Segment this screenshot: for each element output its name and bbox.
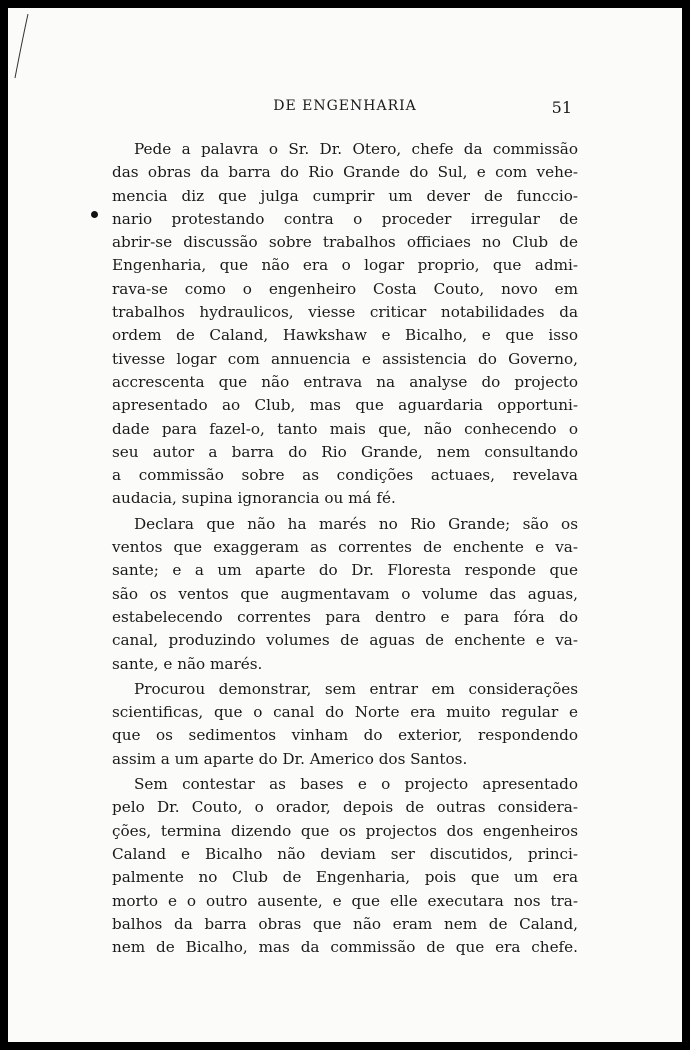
page-number: 51 <box>551 98 572 117</box>
text-line: dade para fazel-o, tanto mais que, não conhecendo o <box>112 419 578 438</box>
book-page <box>8 8 682 1042</box>
page-header <box>8 98 682 120</box>
text-line: sante; e a um aparte do Dr. Floresta responde que <box>112 561 578 580</box>
text-line: morto e o outro ausente, e que elle executara nos tra- <box>112 891 578 910</box>
text-line: ordem de Caland, Hawkshaw e Bicalho, e que isso <box>112 326 578 345</box>
paragraph <box>112 773 578 959</box>
text-line: Sem contestar as bases e o projecto apresentado <box>134 775 578 794</box>
text-line: ções, termina dizendo que os projectos dos engenheiros <box>112 821 578 840</box>
text-line: canal, produzindo volumes de aguas de enchente e va- <box>112 631 578 650</box>
text-line: a commissão sobre as condições actuaes, revelava <box>112 466 578 485</box>
text-line: assim a um aparte do Dr. Americo dos Santos. <box>112 749 468 768</box>
text-line: mencia diz que julga cumprir um dever de funccio- <box>112 186 578 205</box>
text-line: das obras da barra do Rio Grande do Sul, e com vehe- <box>112 163 578 182</box>
text-line: balhos da barra obras que não eram nem de Caland, <box>112 914 578 933</box>
text-line: palmente no Club de Engenharia, pois que um era <box>112 868 578 887</box>
margin-dot-icon <box>91 211 98 218</box>
text-line: pelo Dr. Couto, o orador, depois de outras considera- <box>112 798 578 817</box>
text-line: rava-se como o engenheiro Costa Couto, novo em <box>112 279 578 298</box>
text-line: Engenharia, que não era o logar proprio, que admi- <box>112 256 578 275</box>
text-line: apresentado ao Club, mas que aguardaria opportuni- <box>112 396 578 415</box>
text-line: Caland e Bicalho não deviam ser discutidos, princi- <box>112 844 578 863</box>
paragraph <box>112 138 578 511</box>
text-line: tivesse logar com annuencia e assistencia do Governo, <box>112 349 578 368</box>
paragraph <box>112 678 578 771</box>
text-line: accrescenta que não entrava na analyse do projecto <box>112 372 578 391</box>
text-line: Pede a palavra o Sr. Dr. Otero, chefe da commissão <box>134 140 578 158</box>
text-line: Procurou demonstrar, sem entrar em considerações <box>134 679 578 698</box>
paragraph <box>112 513 578 676</box>
text-line: audacia, supina ignorancia ou má fé. <box>112 489 396 508</box>
text-line: Declara que não ha marés no Rio Grande; são os <box>134 514 578 533</box>
text-line: trabalhos hydraulicos, viesse criticar notabilidades da <box>112 303 578 322</box>
text-line: scientificas, que o canal do Norte era muito regular e <box>112 703 578 722</box>
text-line: abrir-se discussão sobre trabalhos officiaes no Club de <box>112 233 578 252</box>
text-line: nario protestando contra o proceder irregular de <box>112 209 578 228</box>
text-line: estabelecendo correntes para dentro e para fóra do <box>112 607 578 626</box>
text-line: nem de Bicalho, mas da commissão de que era chefe. <box>112 938 578 957</box>
text-line: seu autor a barra do Rio Grande, nem consultando <box>112 442 578 461</box>
text-line: são os ventos que augmentavam o volume das aguas, <box>112 584 578 603</box>
text-line: sante, e não marés. <box>112 654 263 673</box>
scan-mark-icon <box>12 12 32 82</box>
text-line: ventos que exaggeram as correntes de enchente e va- <box>112 538 578 557</box>
running-title: DE ENGENHARIA <box>273 98 417 114</box>
text-line: que os sedimentos vinham do exterior, respondendo <box>112 726 578 745</box>
body-text <box>112 138 578 961</box>
